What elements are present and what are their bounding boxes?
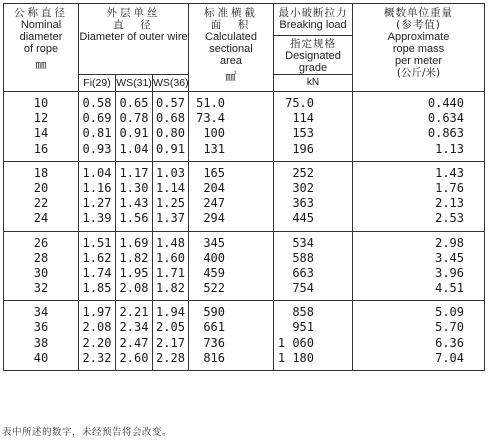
header-nominal-cn: 公称直径 bbox=[14, 7, 68, 19]
table-cell: 10 bbox=[33, 96, 49, 110]
column-fi bbox=[79, 161, 116, 231]
row-group bbox=[4, 161, 485, 231]
table-cell: 2.34 bbox=[119, 320, 149, 335]
header-nominal-en-3: of rope bbox=[23, 43, 59, 55]
column-nominal bbox=[4, 301, 79, 371]
table-cell: 2.08 bbox=[82, 320, 112, 335]
table-cell: 1.37 bbox=[156, 211, 185, 226]
table-cell: 1.71 bbox=[156, 265, 185, 280]
row-group bbox=[4, 301, 485, 371]
table-cell: 252 bbox=[292, 165, 314, 180]
column-mass bbox=[353, 231, 485, 301]
column-nominal bbox=[4, 231, 79, 301]
table-cell: 1.16 bbox=[82, 180, 112, 195]
rope-spec-sheet bbox=[3, 3, 484, 419]
table-cell: 0.80 bbox=[156, 126, 185, 141]
table-cell: 165 bbox=[203, 165, 225, 180]
table-cell: 2.08 bbox=[119, 281, 149, 296]
column-fi bbox=[79, 92, 116, 162]
table-cell: 28 bbox=[33, 250, 49, 265]
table-cell: 18 bbox=[33, 165, 49, 180]
table-cell: 100 bbox=[203, 126, 225, 141]
table-cell: 38 bbox=[33, 335, 49, 350]
rope-spec-table bbox=[3, 3, 485, 371]
header-mass-en-1: Approximate bbox=[387, 31, 450, 43]
table-cell: 0.440 bbox=[427, 96, 464, 110]
table-cell: 14 bbox=[33, 126, 49, 141]
table-cell: 2.28 bbox=[156, 350, 185, 365]
unit-mm2: ㎟ bbox=[225, 71, 237, 83]
table-cell: 0.68 bbox=[156, 111, 185, 126]
header-outer-wire-en: Diameter of outer wire bbox=[79, 31, 188, 43]
table-cell: 1.04 bbox=[82, 165, 112, 180]
table-cell: 3.96 bbox=[435, 265, 464, 280]
table-cell: 1.94 bbox=[156, 305, 185, 320]
table-cell: 114 bbox=[292, 111, 314, 126]
header-breaking-load bbox=[274, 4, 353, 75]
table-cell: 5.09 bbox=[435, 305, 464, 320]
header-mass-en-2: rope mass bbox=[392, 43, 445, 55]
footnote: 表中所述的数字，未经预告将会改变。 bbox=[2, 427, 173, 438]
table-cell: 20 bbox=[33, 180, 49, 195]
table-cell: 2.32 bbox=[82, 350, 112, 365]
table-cell: 1.74 bbox=[82, 265, 112, 280]
column-ws31 bbox=[116, 92, 153, 162]
table-cell: 1.97 bbox=[82, 305, 112, 320]
table-cell: 2.20 bbox=[82, 335, 112, 350]
table-cell: 2.05 bbox=[156, 320, 185, 335]
table-cell: 1.82 bbox=[156, 281, 185, 296]
table-cell: 302 bbox=[292, 180, 314, 195]
table-cell: 51.0 bbox=[196, 96, 225, 110]
table-cell: 26 bbox=[33, 235, 49, 250]
table-cell: 2.21 bbox=[119, 305, 149, 320]
table-cell: 16 bbox=[33, 141, 49, 156]
table-cell: 131 bbox=[203, 141, 225, 156]
table-cell: 0.93 bbox=[82, 141, 112, 156]
table-cell: 22 bbox=[33, 196, 49, 211]
header-area-en-3: area bbox=[219, 55, 243, 67]
table-cell: 2.53 bbox=[435, 211, 464, 226]
column-fi bbox=[79, 231, 116, 301]
column-fi bbox=[79, 301, 116, 371]
row-group bbox=[4, 92, 485, 162]
table-cell: 153 bbox=[292, 126, 314, 141]
table-cell: 1.14 bbox=[156, 180, 185, 195]
table-cell: 7.04 bbox=[435, 350, 464, 365]
table-cell: 294 bbox=[203, 211, 225, 226]
table-cell: 1.60 bbox=[156, 250, 185, 265]
table-cell: 1.25 bbox=[156, 196, 185, 211]
table-cell: 1.04 bbox=[119, 141, 149, 156]
header-mass-cn-2: (参考值) bbox=[396, 19, 441, 31]
unit-kn: kN bbox=[274, 75, 353, 92]
column-ws36 bbox=[153, 92, 189, 162]
table-body bbox=[4, 92, 485, 371]
header-sectional-area bbox=[189, 4, 274, 92]
header-mass-cn-1: 概数单位重量 bbox=[384, 7, 453, 19]
header-mass-en-3: per meter bbox=[394, 55, 443, 67]
table-cell: 1.48 bbox=[156, 235, 185, 250]
table-cell: 1 180 bbox=[277, 350, 314, 365]
table-cell: 1.95 bbox=[119, 265, 149, 280]
table-cell: 1.56 bbox=[119, 211, 149, 226]
table-cell: 0.81 bbox=[82, 126, 112, 141]
table-cell: 2.17 bbox=[156, 335, 185, 350]
unit-mm: ㎜ bbox=[35, 59, 47, 71]
table-cell: 1.43 bbox=[119, 196, 149, 211]
header-rope-mass bbox=[353, 4, 485, 92]
header-nominal-diameter bbox=[4, 4, 79, 92]
header-outer-wire bbox=[79, 4, 189, 75]
table-cell: 24 bbox=[33, 211, 49, 226]
table-cell: 534 bbox=[292, 235, 314, 250]
table-cell: 196 bbox=[292, 141, 314, 156]
table-cell: 1 060 bbox=[277, 335, 314, 350]
column-load bbox=[274, 161, 353, 231]
header-grade-en: Designated grade bbox=[285, 50, 341, 74]
table-cell: 40 bbox=[33, 350, 49, 365]
table-cell: 588 bbox=[292, 250, 314, 265]
table-cell: 247 bbox=[203, 196, 225, 211]
table-cell: 445 bbox=[292, 211, 314, 226]
column-mass bbox=[353, 301, 485, 371]
table-cell: 0.57 bbox=[156, 96, 185, 110]
header-outer-wire-cn2: 直 径 bbox=[113, 19, 154, 31]
table-cell: 754 bbox=[292, 281, 314, 296]
column-load bbox=[274, 92, 353, 162]
table-cell: 2.60 bbox=[119, 350, 149, 365]
table-cell: 36 bbox=[33, 320, 49, 335]
table-header bbox=[4, 4, 485, 92]
table-cell: 75.0 bbox=[285, 96, 314, 110]
table-cell: 0.863 bbox=[427, 126, 464, 141]
table-cell: 12 bbox=[33, 111, 49, 126]
column-area bbox=[189, 231, 274, 301]
table-cell: 459 bbox=[203, 265, 225, 280]
table-cell: 1.85 bbox=[82, 281, 112, 296]
table-cell: 816 bbox=[203, 350, 225, 365]
table-cell: 1.69 bbox=[119, 235, 149, 250]
table-cell: 590 bbox=[203, 305, 225, 320]
column-ws36 bbox=[153, 231, 189, 301]
column-load bbox=[274, 231, 353, 301]
table-cell: 30 bbox=[33, 265, 49, 280]
table-cell: 2.13 bbox=[435, 196, 464, 211]
table-cell: 0.91 bbox=[119, 126, 149, 141]
column-area bbox=[189, 301, 274, 371]
header-load-cn: 最小破断拉力 bbox=[278, 7, 348, 19]
table-cell: 0.69 bbox=[82, 111, 112, 126]
table-cell: 858 bbox=[292, 305, 314, 320]
header-area-en-2: sectional bbox=[209, 43, 253, 55]
table-cell: 1.27 bbox=[82, 196, 112, 211]
column-mass bbox=[353, 92, 485, 162]
table-cell: 3.45 bbox=[435, 250, 464, 265]
table-cell: 1.17 bbox=[119, 165, 149, 180]
table-cell: 736 bbox=[203, 335, 225, 350]
column-load bbox=[274, 301, 353, 371]
subheader-fi29: Fi(29) bbox=[79, 75, 116, 92]
header-area-cn-2: 面 积 bbox=[210, 19, 252, 31]
subheader-ws31: WS(31) bbox=[116, 75, 153, 92]
row-group bbox=[4, 231, 485, 301]
table-cell: 1.03 bbox=[156, 165, 185, 180]
table-cell: 1.76 bbox=[435, 180, 464, 195]
subheader-ws36: WS(36) bbox=[153, 75, 189, 92]
table-cell: 1.39 bbox=[82, 211, 112, 226]
table-cell: 363 bbox=[292, 196, 314, 211]
table-cell: 1.13 bbox=[435, 141, 464, 156]
table-cell: 6.36 bbox=[435, 335, 464, 350]
column-area bbox=[189, 161, 274, 231]
table-cell: 1.30 bbox=[119, 180, 149, 195]
table-cell: 663 bbox=[292, 265, 314, 280]
column-nominal bbox=[4, 92, 79, 162]
table-cell: 0.78 bbox=[119, 111, 149, 126]
table-cell: 661 bbox=[203, 320, 225, 335]
table-cell: 34 bbox=[33, 305, 49, 320]
column-mass bbox=[353, 161, 485, 231]
table-cell: 0.65 bbox=[119, 96, 149, 110]
table-cell: 2.98 bbox=[435, 235, 464, 250]
table-cell: 5.70 bbox=[435, 320, 464, 335]
table-cell: 1.51 bbox=[82, 235, 112, 250]
table-cell: 1.82 bbox=[119, 250, 149, 265]
table-cell: 2.47 bbox=[119, 335, 149, 350]
column-ws36 bbox=[153, 161, 189, 231]
table-cell: 204 bbox=[203, 180, 225, 195]
table-cell: 0.634 bbox=[427, 111, 464, 126]
header-area-en-1: Calculated bbox=[205, 31, 257, 43]
column-ws36 bbox=[153, 301, 189, 371]
table-cell: 4.51 bbox=[435, 281, 464, 296]
table-cell: 0.58 bbox=[82, 96, 112, 110]
column-ws31 bbox=[116, 231, 153, 301]
table-cell: 522 bbox=[203, 281, 225, 296]
header-mass-unit: (公斤/米) bbox=[396, 67, 441, 79]
header-grade-cn: 指定规格 bbox=[290, 38, 336, 50]
table-cell: 951 bbox=[292, 320, 314, 335]
header-nominal-en-2: diameter bbox=[19, 31, 63, 43]
column-nominal bbox=[4, 161, 79, 231]
table-cell: 1.62 bbox=[82, 250, 112, 265]
column-area bbox=[189, 92, 274, 162]
table-cell: 32 bbox=[33, 281, 49, 296]
header-area-cn-1: 标准横截 bbox=[204, 7, 258, 19]
table-cell: 73.4 bbox=[196, 111, 225, 126]
table-cell: 345 bbox=[203, 235, 225, 250]
table-cell: 0.91 bbox=[156, 141, 185, 156]
column-ws31 bbox=[116, 301, 153, 371]
column-ws31 bbox=[116, 161, 153, 231]
table-cell: 400 bbox=[203, 250, 225, 265]
header-load-en: Breaking load bbox=[279, 19, 347, 31]
header-nominal-en-1: Nominal bbox=[20, 19, 62, 31]
header-outer-wire-cn1: 外层单丝 bbox=[106, 7, 161, 19]
table-cell: 1.43 bbox=[435, 165, 464, 180]
